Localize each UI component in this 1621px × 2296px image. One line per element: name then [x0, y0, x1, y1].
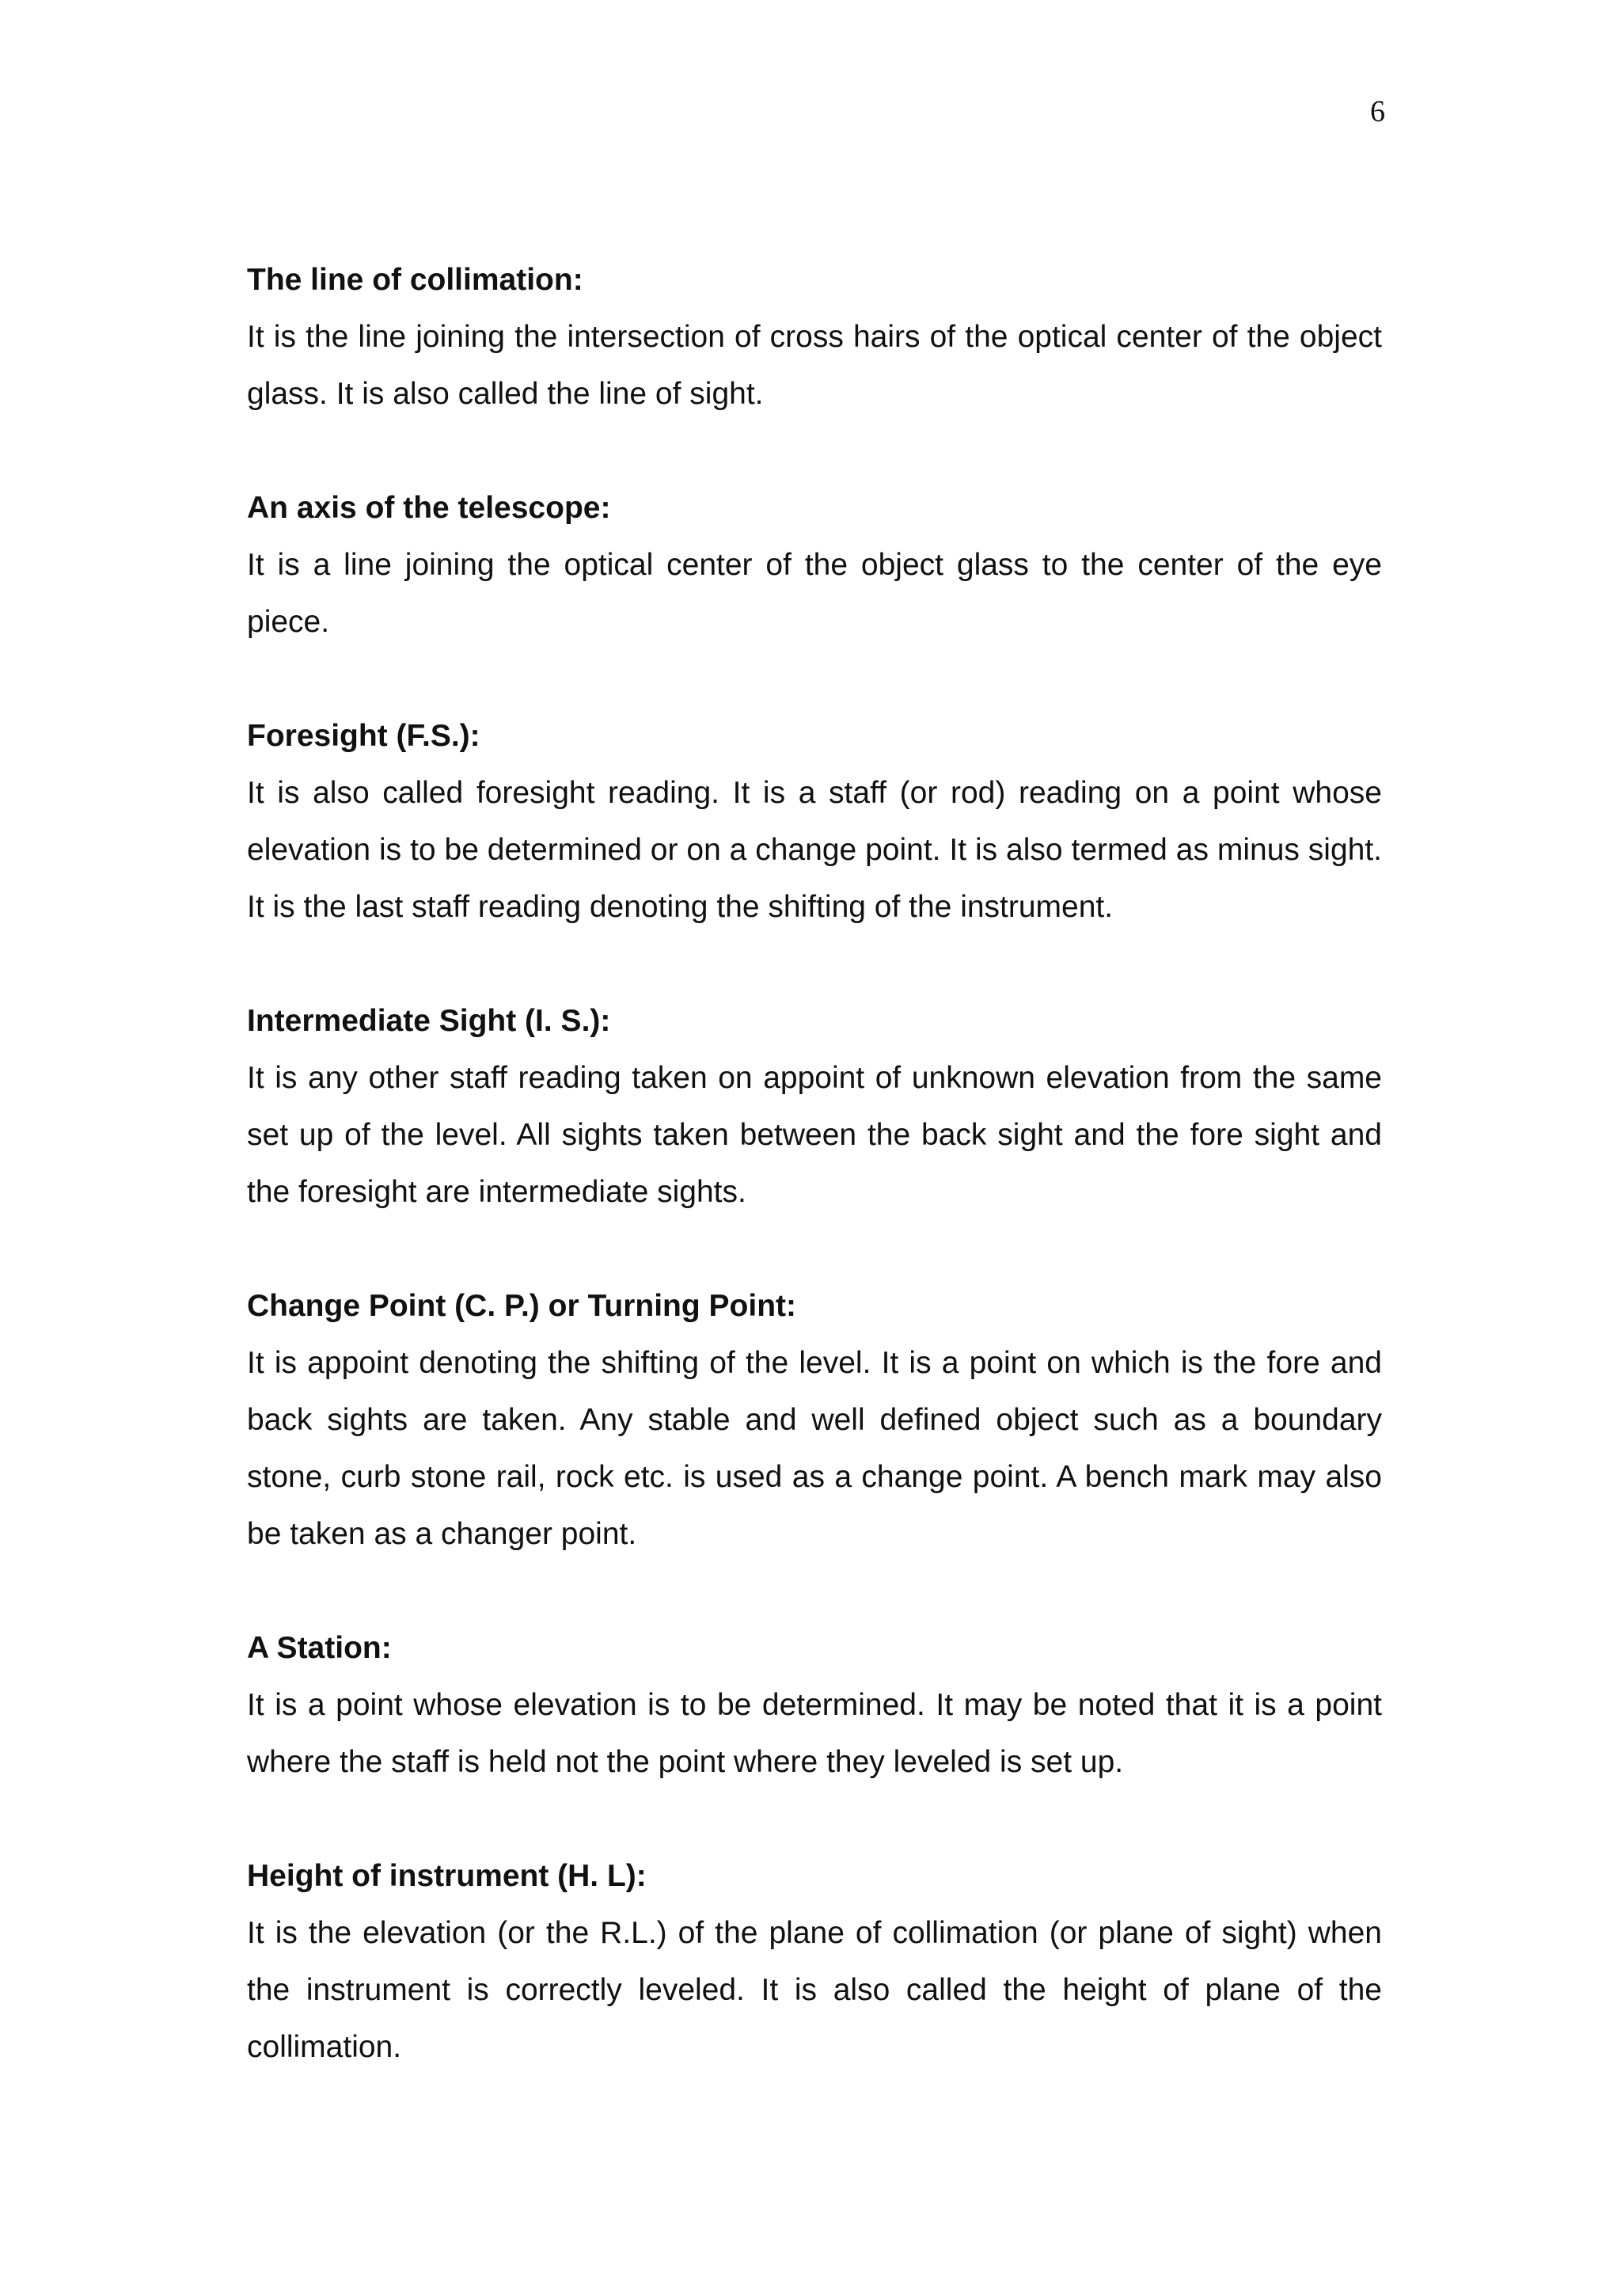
section-station	[247, 1620, 1382, 1791]
section-body: It is also called foresight reading. It is a staff (or rod) reading on a point whose elevation is to be determined or on a change point. It is also termed as minus sight. It is the last staff reading denoting the shifting of the instrument.	[247, 776, 1382, 924]
section-axis-of-telescope	[247, 480, 1382, 651]
section-foresight	[247, 708, 1382, 936]
section-heading: Change Point (C. P.) or Turning Point:	[247, 1289, 797, 1323]
section-body: It is a point whose elevation is to be determined. It may be noted that it is a point where the staff is held not the point where they leveled is set up.	[247, 1688, 1382, 1779]
section-change-point	[247, 1278, 1382, 1563]
section-line-of-collimation	[247, 252, 1382, 423]
section-heading: Height of instrument (H. L):	[247, 1859, 647, 1893]
section-heading: The line of collimation:	[247, 263, 583, 297]
section-heading: Intermediate Sight (I. S.):	[247, 1004, 611, 1038]
section-body: It is a line joining the optical center of the object glass to the center of the eye piece.	[247, 548, 1382, 639]
section-body: It is the line joining the intersection of cross hairs of the optical center of the object glass. It is also called the line of sight.	[247, 320, 1382, 411]
section-heading: An axis of the telescope:	[247, 491, 611, 525]
section-body: It is the elevation (or the R.L.) of the plane of collimation (or plane of sight) when the instrument is correctly leveled. It is also called the height of plane of the collimation.	[247, 1916, 1382, 2064]
section-intermediate-sight	[247, 993, 1382, 1221]
section-height-of-instrument	[247, 1848, 1382, 2076]
document-body	[247, 252, 1382, 2133]
section-heading: Foresight (F.S.):	[247, 719, 480, 753]
section-body: It is appoint denoting the shifting of the level. It is a point on which is the fore and back sights are taken. Any stable and well defined object such as a boundary stone, curb stone rail, rock etc. is used as a change point. A bench mark may also be taken as a changer point.	[247, 1346, 1382, 1551]
page-number: 6	[1370, 95, 1385, 128]
section-body: It is any other staff reading taken on appoint of unknown elevation from the same set up of the level. All sights taken between the back sight and the fore sight and the foresight are intermediate sights.	[247, 1061, 1382, 1209]
section-heading: A Station:	[247, 1631, 392, 1665]
